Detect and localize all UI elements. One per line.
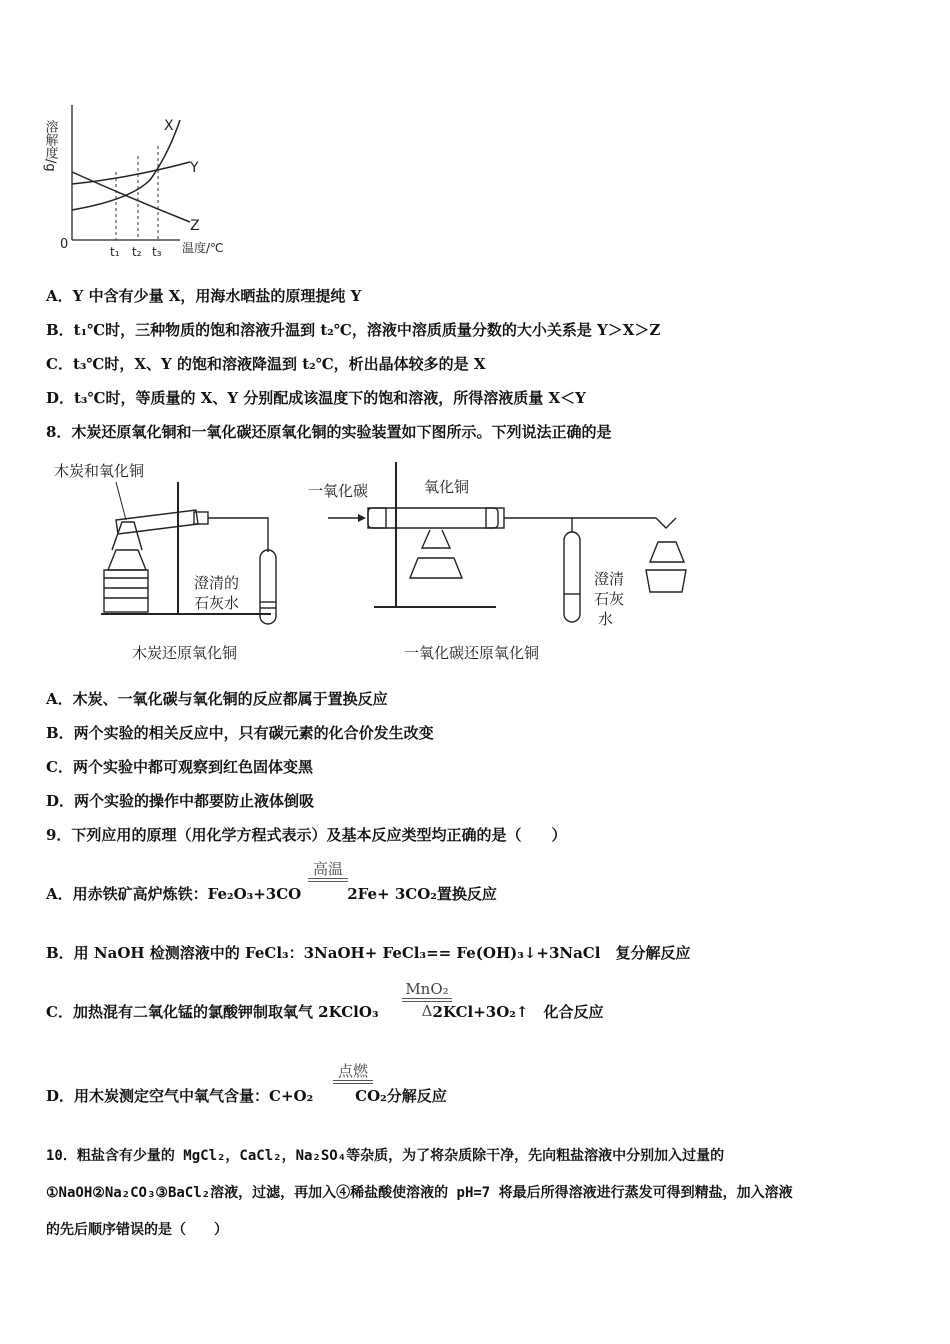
q9-c-rhs: 2KCl+3O₂↑	[432, 1003, 529, 1021]
left-label-limewater-2: 石灰水	[194, 594, 240, 612]
q9-d-prefix: D．用木炭测定空气中氧气含量：	[46, 1087, 270, 1105]
series-z-label: Z	[190, 218, 200, 234]
origin-label: 0	[60, 237, 69, 252]
q9-option-a[interactable]	[46, 884, 497, 904]
right-label-cuo: 氧化铜	[424, 478, 470, 496]
q8-option-d[interactable]: D．两个实验的操作中都要防止液体倒吸	[46, 792, 315, 810]
q9-d-type: 分解反应	[386, 1087, 447, 1105]
x-tick-label: t₂	[132, 245, 142, 259]
q9-a-prefix: A．用赤铁矿高炉炼铁：	[46, 885, 208, 903]
series-y-label: Y	[190, 160, 199, 176]
q9-a-lhs: Fe₂O₃+3CO	[207, 885, 302, 903]
q7-option-a[interactable]: A．Y 中含有少量 X，用海水晒盐的原理提纯 Y	[46, 287, 362, 305]
charcoal-apparatus	[101, 482, 276, 624]
q9-c-condition: MnO₂ Δ	[402, 980, 452, 1020]
q10-line-1: 10．粗盐含有少量的 MgCl₂，CaCl₂，Na₂SO₄等杂质，为了将杂质除干净，先向粗盐溶液中分别加入过量的	[46, 1148, 725, 1164]
series-y-line	[72, 162, 190, 184]
x-axis-label: 温度/℃	[182, 241, 224, 255]
q9-option-b[interactable]: B．用 NaOH 检测溶液中的 FeCl₃：3NaOH+ FeCl₃== Fe(OH)₃↓+3NaCl 复分解反应	[46, 944, 691, 962]
apparatus-figure	[46, 452, 726, 677]
series-x-label: X	[164, 118, 174, 134]
q9-option-c[interactable]	[46, 1002, 603, 1022]
right-label-limewater-1: 澄清	[594, 570, 625, 588]
q9-a-condition: 高温	[308, 860, 348, 882]
q10-line-2: ①NaOH②Na₂CO₃③BaCl₂溶液，过滤，再加入④稀盐酸使溶液的 pH=7 将最后所得溶液进行蒸发可得到精盐，加入溶液	[46, 1185, 793, 1201]
right-label-limewater-2: 石灰	[594, 590, 625, 608]
q9-a-rhs: 2Fe+ 3CO₂	[347, 885, 437, 903]
right-label-limewater-3: 水	[598, 610, 614, 628]
q9-d-rhs: CO₂	[355, 1087, 387, 1105]
q9-d-lhs: C+O₂	[269, 1087, 314, 1105]
series-z-line	[72, 172, 190, 222]
q9-c-prefix: C．加热混有二氧化锰的氯酸钾制取氧气	[46, 1003, 319, 1021]
q9-stem: 9．下列应用的原理（用化学方程式表示）及基本反应类型均正确的是（ ）	[46, 826, 567, 844]
x-tick-label: t₃	[152, 245, 162, 259]
q8-option-b[interactable]: B．两个实验的相关反应中，只有碳元素的化合价发生改变	[46, 724, 434, 742]
q7-option-d[interactable]: D．t₃℃时，等质量的 X、Y 分别配成该温度下的饱和溶液，所得溶液质量 X＜Y	[46, 389, 586, 407]
q9-a-type: 置换反应	[436, 885, 497, 903]
q7-option-c[interactable]: C．t₃℃时，X、Y 的饱和溶液降温到 t₂℃，析出晶体较多的是 X	[46, 355, 486, 373]
q8-option-c[interactable]: C．两个实验中都可观察到红色固体变黑	[46, 758, 313, 776]
y-axis-label: 溶解度/g	[42, 120, 58, 172]
left-caption: 木炭还原氧化铜	[132, 644, 238, 662]
right-label-co: 一氧化碳	[308, 482, 369, 500]
right-caption: 一氧化碳还原氧化铜	[404, 644, 540, 662]
solubility-chart	[40, 100, 250, 265]
q7-option-b[interactable]: B．t₁℃时，三种物质的饱和溶液升温到 t₂℃，溶液中溶质质量分数的大小关系是 Y＞X＞Z	[46, 321, 661, 339]
q8-option-a[interactable]: A．木炭、一氧化碳与氧化铜的反应都属于置换反应	[46, 690, 388, 708]
q9-d-condition: 点燃	[333, 1062, 373, 1084]
co-apparatus	[368, 462, 686, 622]
q9-option-d[interactable]	[46, 1086, 447, 1106]
left-label-reagent: 木炭和氧化铜	[54, 462, 145, 480]
q9-c-type: 化合反应	[528, 1003, 604, 1021]
q8-stem: 8．木炭还原氧化铜和一氧化碳还原氧化铜的实验装置如下图所示。下列说法正确的是	[46, 423, 612, 441]
q9-c-lhs: 2KClO₃	[318, 1003, 379, 1021]
left-label-limewater-1: 澄清的	[194, 574, 240, 592]
x-tick-label: t₁	[110, 245, 120, 259]
q10-line-3: 的先后顺序错误的是（ ）	[46, 1222, 228, 1238]
